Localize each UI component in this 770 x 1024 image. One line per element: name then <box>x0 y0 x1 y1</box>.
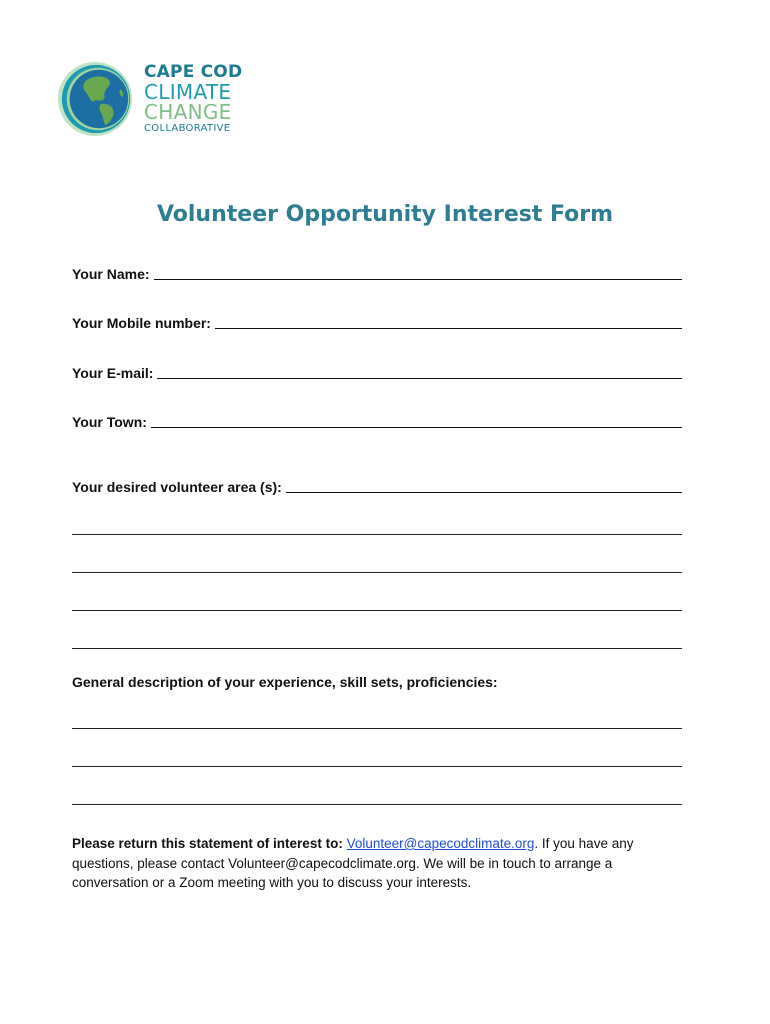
name-blank-line[interactable] <box>154 278 682 280</box>
email-blank-line[interactable] <box>157 377 682 379</box>
volunteer-area-field[interactable] <box>72 479 682 495</box>
volunteer-area-label: Your desired volunteer area (s): <box>72 479 282 495</box>
form-title: Volunteer Opportunity Interest Form <box>156 202 614 227</box>
footer-note <box>72 834 672 893</box>
volunteer-area-line-4[interactable] <box>72 610 682 611</box>
footer-text: . If you have any questions, please contact Volunteer@capecodclimate.org. We will be in touch to arrange a conversation or a Zoom meeting with you to discuss your interests. <box>72 836 634 890</box>
experience-line-2[interactable] <box>72 766 682 767</box>
volunteer-area-blank-line[interactable] <box>286 491 682 493</box>
town-blank-line[interactable] <box>151 426 682 428</box>
logo-wordmark <box>144 64 242 134</box>
logo <box>56 60 256 140</box>
footer-lead: Please return this statement of interest to: <box>72 836 343 851</box>
volunteer-area-line-5[interactable] <box>72 648 682 649</box>
experience-line-1[interactable] <box>72 728 682 729</box>
logo-line-1: CAPE COD <box>144 62 243 82</box>
experience-heading: General description of your experience, skill sets, proficiencies: <box>72 674 498 690</box>
mobile-label: Your Mobile number: <box>72 315 211 331</box>
email-field[interactable] <box>72 365 682 381</box>
mobile-blank-line[interactable] <box>215 327 682 329</box>
logo-line-2: CLIMATE <box>144 80 232 104</box>
town-label: Your Town: <box>72 414 147 430</box>
email-label: Your E-mail: <box>72 365 154 381</box>
logo-line-3: CHANGE <box>144 100 232 124</box>
logo-line-4: COLLABORATIVE <box>144 123 231 134</box>
volunteer-email-link[interactable]: Volunteer@capecodclimate.org <box>346 836 535 851</box>
town-field[interactable] <box>72 414 682 430</box>
name-label: Your Name: <box>72 266 150 282</box>
globe-logo-icon <box>56 60 134 138</box>
volunteer-area-line-2[interactable] <box>72 534 682 535</box>
experience-line-3[interactable] <box>72 804 682 805</box>
mobile-field[interactable] <box>72 315 682 331</box>
name-field[interactable] <box>72 266 682 282</box>
volunteer-area-line-3[interactable] <box>72 572 682 573</box>
